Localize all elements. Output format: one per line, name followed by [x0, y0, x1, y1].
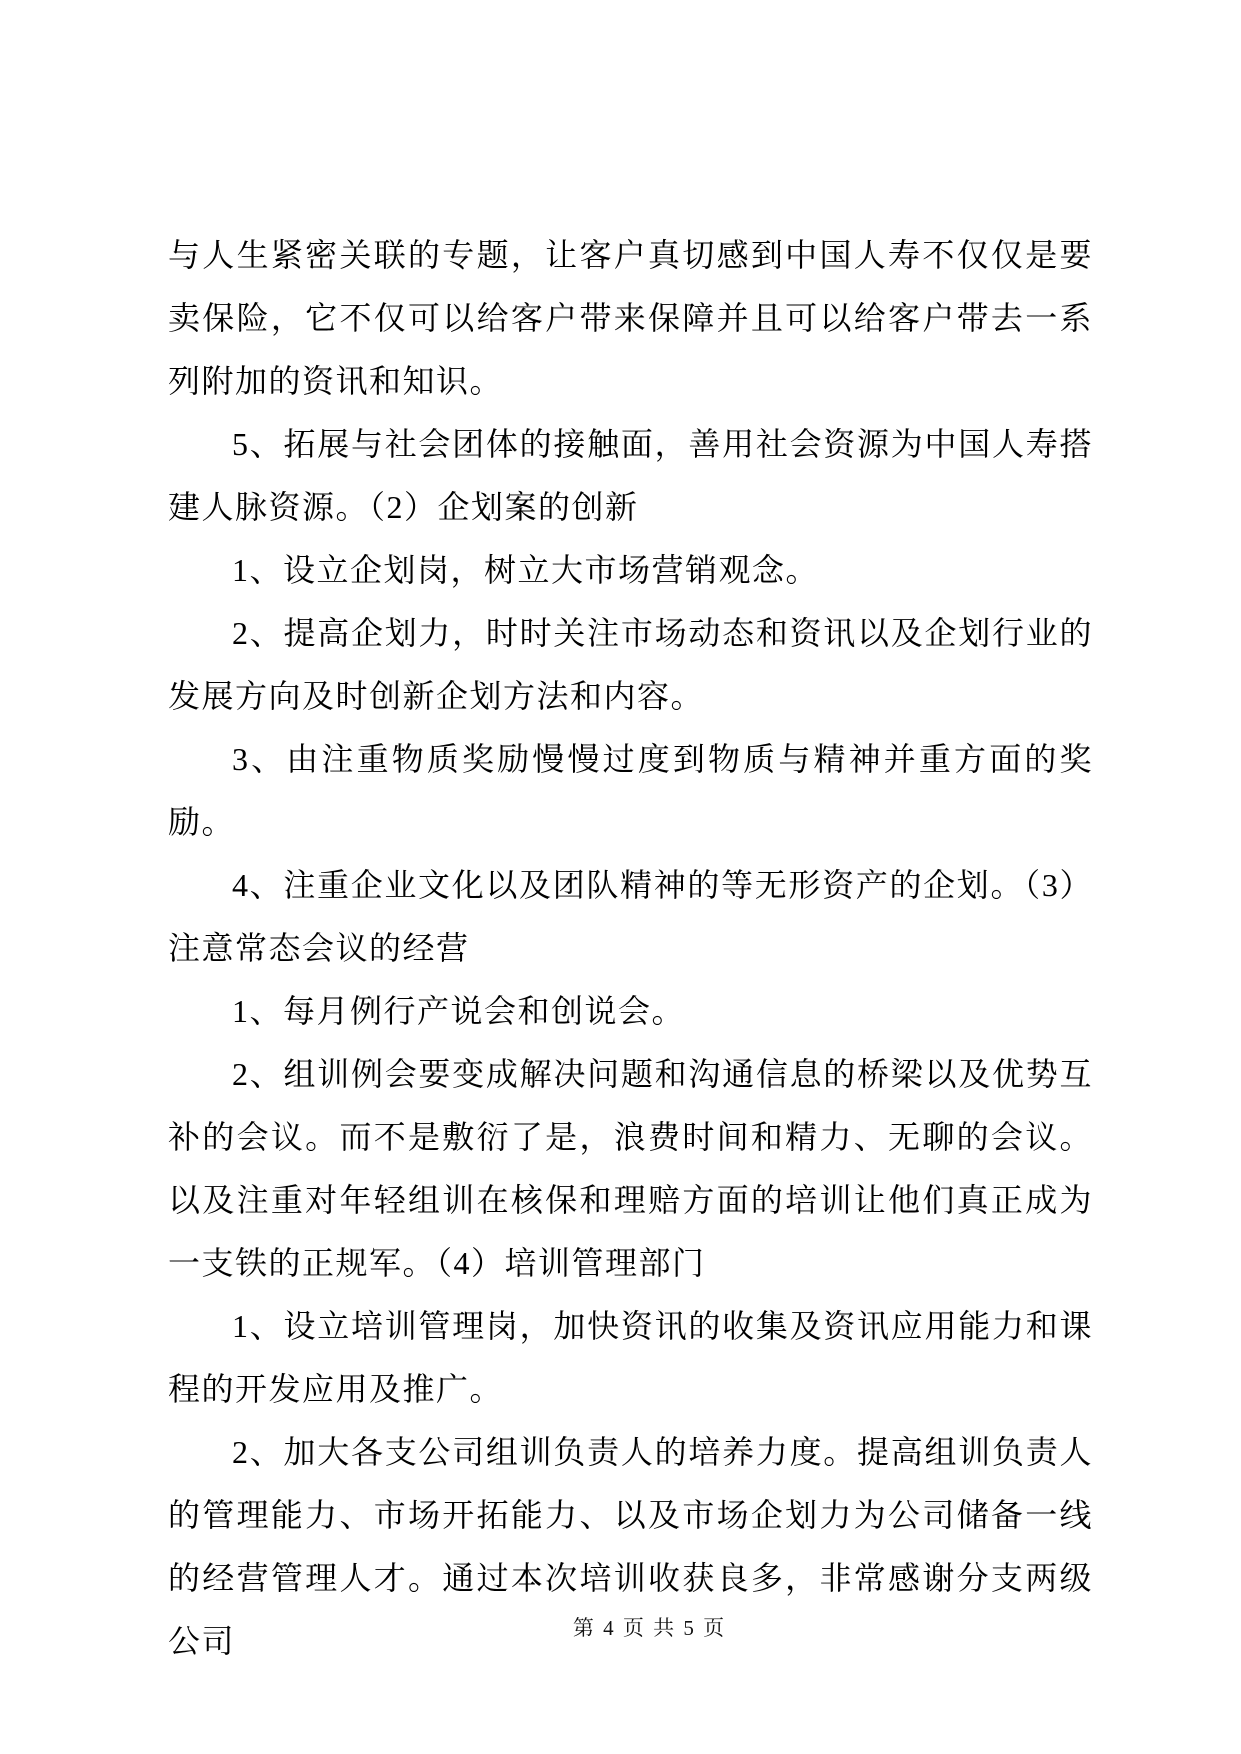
paragraph-item-1c: 1、设立培训管理岗，加快资讯的收集及资讯应用能力和课程的开发应用及推广。: [168, 1308, 1093, 1407]
paragraph-item-1: 1、设立企划岗，树立大市场营销观念。: [232, 552, 820, 588]
paragraph-item-2c: 2、加大各支公司组训负责人的培养力度。提高组训负责人的管理能力、市场开拓能力、以及市场企划力为公司储备一线的经营管理人才。通过本次培训收获良多，非常感谢分支两级公司: [168, 1434, 1093, 1659]
paragraph-item-4: 4、注重企业文化以及团队精神的等无形资产的企划。（3）注意常态会议的经营: [168, 867, 1093, 966]
paragraph-item-5: 5、拓展与社会团体的接触面，善用社会资源为中国人寿搭建人脉资源。（2）企划案的创新: [168, 426, 1093, 525]
paragraph-item-1b: 1、每月例行产说会和创说会。: [232, 993, 686, 1029]
paragraph: 与人生紧密关联的专题，让客户真切感到中国人寿不仅仅是要卖保险，它不仅可以给客户带来保障并且可以给客户带去一系列附加的资讯和知识。: [168, 237, 1093, 399]
page-number-label: 第 4 页 共 5 页: [572, 1616, 727, 1640]
page-footer: [0, 1612, 1241, 1644]
paragraph-item-2b: 2、组训例会要变成解决问题和沟通信息的桥梁以及优势互补的会议。而不是敷衍了是，浪费时间和精力、无聊的会议。以及注重对年轻组训在核保和理赔方面的培训让他们真正成为一支铁的正规军。（4）培训管理部门: [168, 1056, 1093, 1281]
paragraph-item-2: 2、提高企划力，时时关注市场动态和资讯以及企划行业的发展方向及时创新企划方法和内容。: [168, 615, 1093, 714]
paragraph-item-3: 3、由注重物质奖励慢慢过度到物质与精神并重方面的奖励。: [168, 741, 1093, 840]
document-body: [168, 224, 1093, 1673]
